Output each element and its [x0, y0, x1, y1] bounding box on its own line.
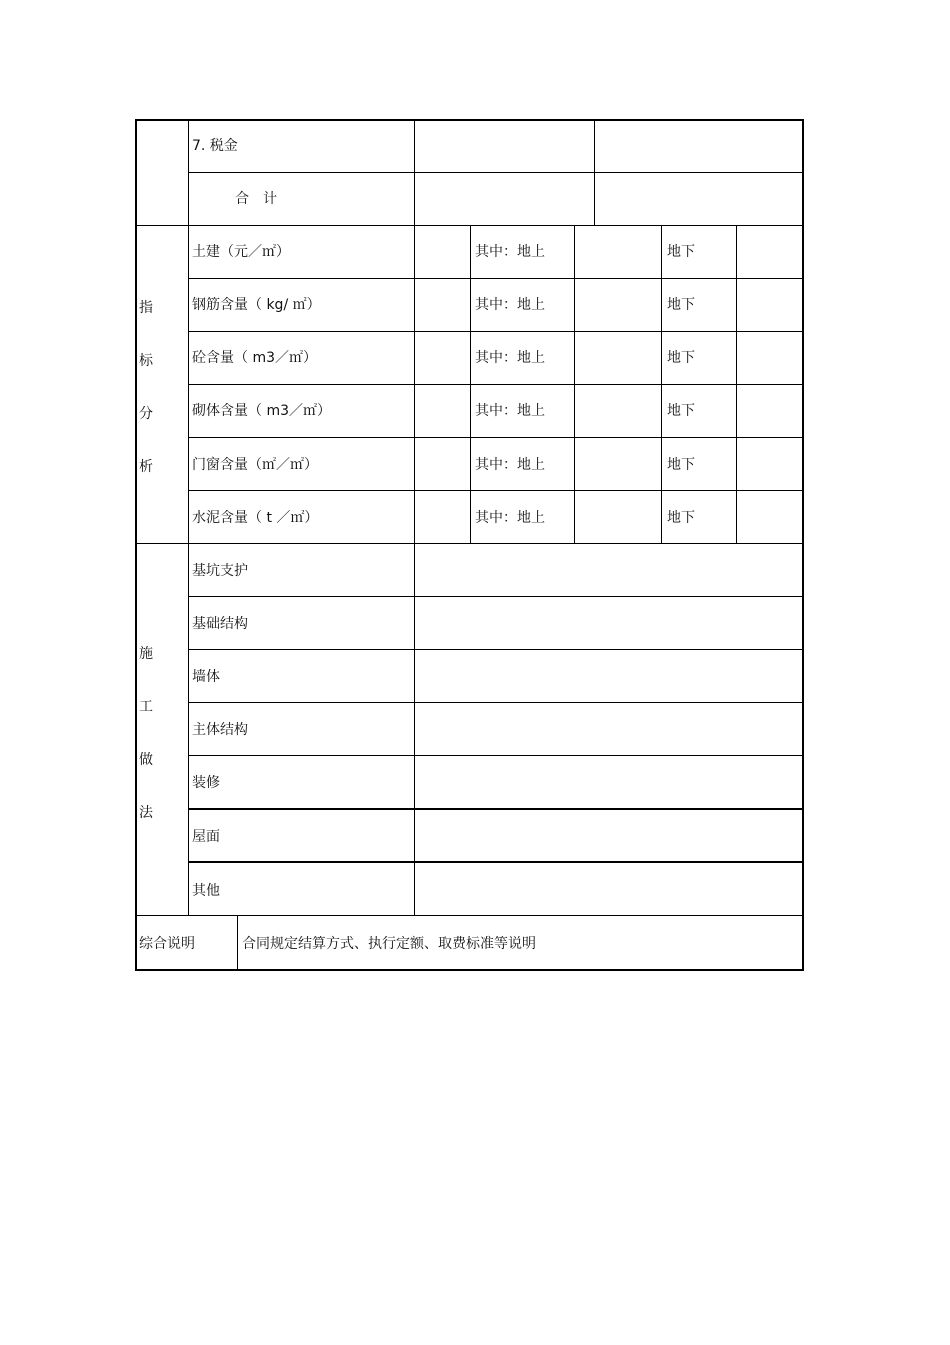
- construction-row-label: 基础结构: [192, 616, 248, 632]
- index-row-label: 钢筋含量（ kg/ ㎡）: [192, 297, 321, 313]
- rule: [237, 915, 238, 969]
- summary-text: 合同规定结算方式、执行定额、取费标准等说明: [242, 936, 536, 952]
- rule: [188, 808, 802, 810]
- index-row-below-label: 地下: [667, 457, 695, 473]
- index-row-above-label: 其中：地上: [475, 510, 545, 526]
- index-row-below-label: 地下: [667, 350, 695, 366]
- rule: [574, 225, 575, 543]
- rule: [188, 702, 802, 703]
- index-row-below-label: 地下: [667, 403, 695, 419]
- rule: [188, 437, 802, 438]
- index-row-label: 土建（元／㎡）: [192, 244, 290, 260]
- index-section-heading: 指 标 分 析: [139, 300, 153, 475]
- rule: [594, 119, 595, 225]
- index-row-above-label: 其中：地上: [475, 244, 545, 260]
- index-row-below-label: 地下: [667, 244, 695, 260]
- rule: [188, 596, 802, 597]
- index-row-label: 砼含量（ m3／㎡）: [192, 350, 317, 366]
- construction-row-label: 墙体: [192, 669, 220, 685]
- index-row-above-label: 其中：地上: [475, 297, 545, 313]
- construction-section-heading: 施 工 做 法: [139, 646, 153, 821]
- index-row-below-label: 地下: [667, 297, 695, 313]
- rule: [135, 915, 802, 916]
- construction-row-label: 屋面: [192, 829, 220, 845]
- index-row-label: 门窗含量（㎡／㎡）: [192, 457, 318, 473]
- rule: [661, 225, 662, 543]
- summary-label: 综合说明: [139, 936, 195, 952]
- index-row-label: 水泥含量（ t ／㎡）: [192, 510, 319, 526]
- tax-label: 7. 税金: [192, 138, 238, 154]
- rule: [188, 861, 802, 863]
- index-row-below-label: 地下: [667, 510, 695, 526]
- rule: [188, 755, 802, 756]
- rule: [188, 172, 802, 173]
- index-row-above-label: 其中：地上: [475, 457, 545, 473]
- rule: [736, 225, 737, 543]
- rule: [188, 331, 802, 332]
- total-label: 合 计: [235, 191, 277, 207]
- rule: [188, 490, 802, 491]
- construction-row-label: 主体结构: [192, 722, 248, 738]
- construction-row-label: 装修: [192, 775, 220, 791]
- index-row-label: 砌体含量（ m3／㎡）: [192, 403, 331, 419]
- rule: [414, 119, 415, 916]
- rule: [188, 384, 802, 385]
- rule: [470, 225, 471, 543]
- construction-row-label: 基坑支护: [192, 563, 248, 579]
- index-row-above-label: 其中：地上: [475, 350, 545, 366]
- rule: [135, 225, 802, 226]
- rule: [188, 119, 189, 916]
- rule: [135, 543, 802, 544]
- index-row-above-label: 其中：地上: [475, 403, 545, 419]
- cost-index-table: [135, 119, 804, 971]
- rule: [188, 649, 802, 650]
- construction-row-label: 其他: [192, 883, 220, 899]
- rule: [188, 278, 802, 279]
